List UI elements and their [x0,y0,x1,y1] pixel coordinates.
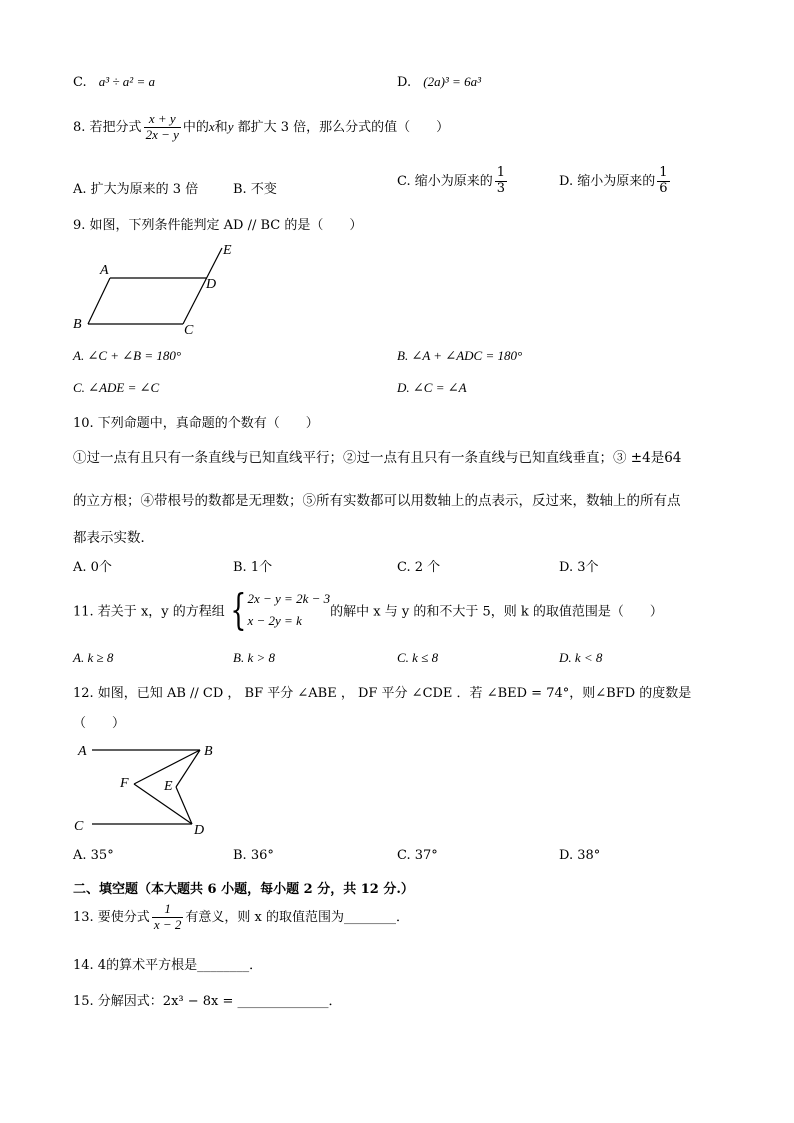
q10-option-b[interactable]: B. 1个 [233,560,273,575]
q15-stem: 15. 分解因式：2x³ − 8x = ______________． [73,994,342,1009]
q12-label-f: F [120,776,129,791]
q12-label-e: E [164,779,173,794]
q10-option-d[interactable]: D. 3个 [559,560,599,575]
q12-option-d[interactable]: D. 38° [559,848,601,863]
q7-option-d-expr: (2a)³ = 6a³ [423,74,481,89]
q9-label-c: C [184,323,194,338]
q10-line-3: 都表示实数． [73,530,154,546]
q9-option-b[interactable]: B. ∠A + ∠ADC = 180° [397,348,523,363]
q12-stem-line-1: 12. 如图，已知 AB // CD ， BF 平分 ∠ABE ， DF 平分 ∠CDE ．若 ∠BED = 74°，则∠BFD 的度数是 [73,686,692,701]
q11-brace: { [230,585,247,634]
q7-option-c[interactable]: C. a³ ÷ a² = a [73,74,155,90]
q12-label-d: D [194,823,205,838]
section-heading: 二、填空题（本大题共 6 小题，每小题 2 分，共 12 分.） [73,882,414,897]
q11-option-b[interactable]: B. k > 8 [233,650,275,665]
q11-stem: 11. 若关于 x，y 的方程组 { 2x − y = 2k − 3 x − 2y = k 的解中 x 与 y 的和不大于 5，则 k 的取值范围是（ ） [73,585,663,634]
q12-figure [70,738,230,838]
q12-label-a: A [78,744,87,759]
q7-option-d[interactable]: D. (2a)³ = 6a³ [397,74,481,90]
q12-label-b: B [204,744,213,759]
q10-option-c[interactable]: C. 2 个 [397,560,441,575]
q8-option-a[interactable]: A. 扩大为原来的 3 倍 [73,182,199,197]
q9-stem: 9. 如图，下列条件能判定 AD // BC 的是（ ） [73,218,363,233]
q12-option-c[interactable]: C. 37° [397,848,438,863]
q10-line-1: ①过一点有且只有一条直线与已知直线平行；②过一点有且只有一条直线与已知直线垂直；③ ±4是64 [73,450,682,466]
q13-stem: 13. 要使分式 $\frac{1}{x - 2}$ 有意义，则 x 的取值范围为________． [73,901,409,932]
q7-option-c-expr: a³ ÷ a² = a [98,74,155,89]
q12-option-a[interactable]: A. 35° [73,848,114,863]
q9-label-d: D [206,277,217,292]
q9-label-a: A [100,263,109,278]
q14-stem: 14. 4的算术平方根是________． [73,958,263,973]
q12-label-c: C [74,819,84,834]
q12-stem-line-2: （ ） [73,716,126,731]
q9-option-d[interactable]: D. ∠C = ∠A [397,380,467,395]
q9-option-c[interactable]: C. ∠ADE = ∠C [73,380,160,395]
q11-option-a[interactable]: A. k ≥ 8 [73,650,114,665]
q11-option-c[interactable]: C. k ≤ 8 [397,650,439,665]
q9-parallelogram-figure [70,238,240,338]
q8-fraction: $\frac{x + y}{2x - y}$ [145,111,179,142]
q9-option-a[interactable]: A. ∠C + ∠B = 180° [73,348,182,363]
q12-option-b[interactable]: B. 36° [233,848,274,863]
q8-option-d[interactable]: D. 缩小为原来的 $\frac{1}{6}$ [559,165,668,196]
q8-option-b[interactable]: B. 不变 [233,182,277,197]
q10-line-2: 的立方根；④带根号的数都是无理数；⑤所有实数都可以用数轴上的点表示，反过来，数轴上的所有点 [73,493,681,509]
q11-equation-system: 2x − y = 2k − 3 x − 2y = k [247,591,331,628]
q13-fraction: $\frac{1}{x - 2}$ [153,901,182,932]
q11-option-d[interactable]: D. k < 8 [559,650,603,665]
q10-option-a[interactable]: A. 0个 [73,560,112,575]
q8-option-c[interactable]: C. 缩小为原来的 $\frac{1}{3}$ [397,165,506,196]
q10-stem: 10. 下列命题中，真命题的个数有（ ） [73,416,319,431]
q8-stem: 8. 若把分式 $\frac{x + y}{2x - y}$ 中的x和y 都扩大 3 倍，那么分式的值（ ） [73,111,450,142]
q9-label-e: E [223,243,232,258]
q9-label-b: B [73,317,82,332]
